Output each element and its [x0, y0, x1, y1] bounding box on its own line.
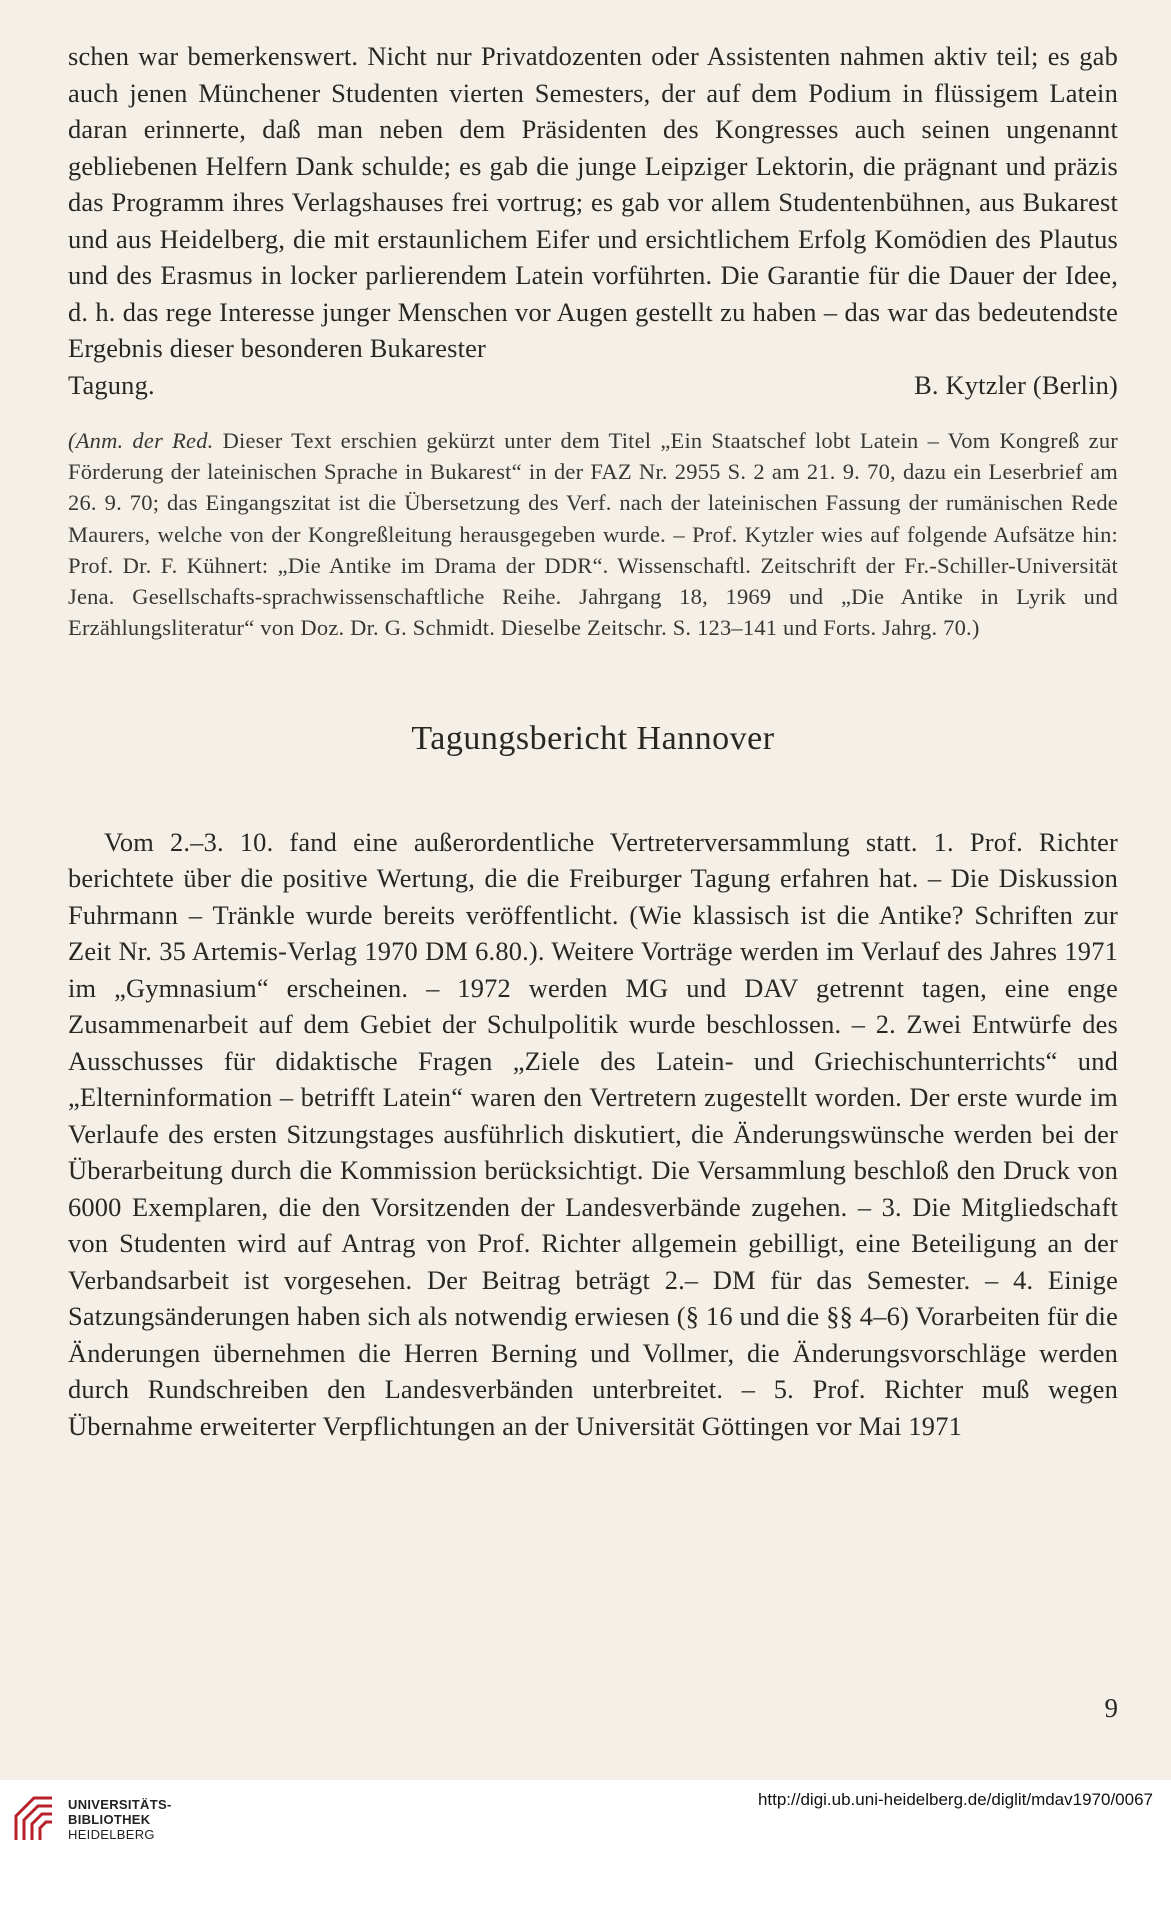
section-heading: Tagungsbericht Hannover [411, 720, 775, 758]
page-number: 9 [1104, 1693, 1118, 1723]
logo-line-2: BIBLIOTHEK [68, 1811, 151, 1827]
signature-line [68, 367, 1118, 404]
article-paragraph: schen war bemerkenswert. Nicht nur Privatdozenten oder Assistenten nahmen aktiv teil; es gab auch jenen Münchener Studenten vierten Semesters, der auf dem Podium in flüssigem Latein daran erinnerte, daß man neben dem Präsidenten des Kongresses auch seinen ungenannt gebliebenen Helfern Dank schulde; es gab die junge Leipziger Lektorin, die prägnant und präzis das Programm ihres Verlagshauses frei vortrug; es gab vor allem Studentenbühnen, aus Bukarest und aus Heidelberg, die mit erstaunlichem Eifer und ersichtlichem Erfolg Komödien des Plautus und des Erasmus in locker parlierendem Latein vorführten. Die Garantie für die Dauer der Idee, d. h. das rege Interesse junger Menschen vor Augen gestellt zu haben – das war das bedeutendste Ergebnis dieser besonderen Bukarester [68, 41, 1118, 363]
library-logo-text [68, 1797, 172, 1842]
author-signature: B. Kytzler (Berlin) [914, 369, 1118, 400]
editor-note-label: (Anm. der Red. [68, 428, 214, 453]
page-text-block [68, 38, 1118, 1444]
logo-line-3: HEIDELBERG [68, 1826, 155, 1842]
library-logo[interactable] [12, 1794, 172, 1844]
editor-note-text: Dieser Text erschien gekürzt unter dem Titel „Ein Staatschef lobt Latein – Vom Kongreß zur Förderung der lateinischen Sprache in Bukarest“ in der FAZ Nr. 2955 S. 2 am 21. 9. 70, dazu ein Leserbrief am 26. 9. 70; das Eingangszitat ist die Übersetzung des Verf. nach der lateinischen Fassung der rumänischen Rede Maurers, welche von der Kongreßleitung herausgegeben wurde. – Prof. Kytzler wies auf folgende Aufsätze hin: Prof. Dr. F. Kühnert: „Die Antike im Drama der DDR“. Wissenschaftl. Zeitschrift der Fr.-Schiller-Universität Jena. Gesellschafts-sprachwissenschaftliche Reihe. Jahrgang 18, 1969 und „Die Antike in Lyrik und Erzählungsliteratur“ von Doz. Dr. G. Schmidt. Dieselbe Zeitschr. S. 123–141 und Forts. Jahrg. 70.) [68, 428, 1118, 641]
section-body: Vom 2.–3. 10. fand eine außerordentliche Vertreterversammlung statt. 1. Prof. Richter berichtete über die positive Wertung, die die Freiburger Tagung erfahren hat. – Die Diskussion Fuhrmann – Tränkle wurde bereits veröffentlicht. (Wie klassisch ist die Antike? Schriften zur Zeit Nr. 35 Artemis-Verlag 1970 DM 6.80.). Weitere Vorträge werden im Verlauf des Jahres 1971 im „Gymnasium“ erscheinen. – 1972 werden MG und DAV getrennt tagen, eine enge Zusammenarbeit auf dem Gebiet der Schulpolitik wurde beschlossen. – 2. Zwei Entwürfe des Ausschusses für didaktische Fragen „Ziele des Latein- und Griechischunterrichts“ und „Elterninformation – betrifft Latein“ waren den Vertretern zugestellt worden. Der erste wurde im Verlaufe des ersten Sitzungstages ausführlich diskutiert, die Änderungswünsche werden bei der Überarbeitung durch die Kommission berücksichtigt. Die Versammlung beschloß den Druck von 6000 Exemplaren, die den Vorsitzenden der Landesverbände zugehen. – 3. Die Mitgliedschaft von Studenten wird auf Antrag von Prof. Richter allgemein gebilligt, eine Beteiligung an der Verbandsarbeit ist vorgesehen. Der Beitrag beträgt 2.– DM für das Semester. – 4. Einige Satzungsänderungen haben sich als notwendig erwiesen (§ 16 und die §§ 4–6) Vorarbeiten für die Änderungen übernehmen die Herren Berning und Vollmer, die Änderungsvorschläge werden durch Rundschreiben den Landesverbänden unterbreitet. – 5. Prof. Richter muß wegen Übernahme erweiterter Verpflichtungen an der Universität Göttingen vor Mai 1971 [68, 826, 1118, 1441]
library-logo-icon [12, 1794, 58, 1844]
editor-note [68, 425, 1118, 643]
library-footer [0, 1780, 1171, 1907]
logo-line-1: UNIVERSITÄTS- [68, 1796, 172, 1812]
article-conclusion [68, 38, 1118, 403]
source-url-link[interactable]: http://digi.ub.uni-heidelberg.de/diglit/mdav1970/0067 [757, 1790, 1153, 1809]
article-last-words: Tagung. [68, 369, 155, 400]
